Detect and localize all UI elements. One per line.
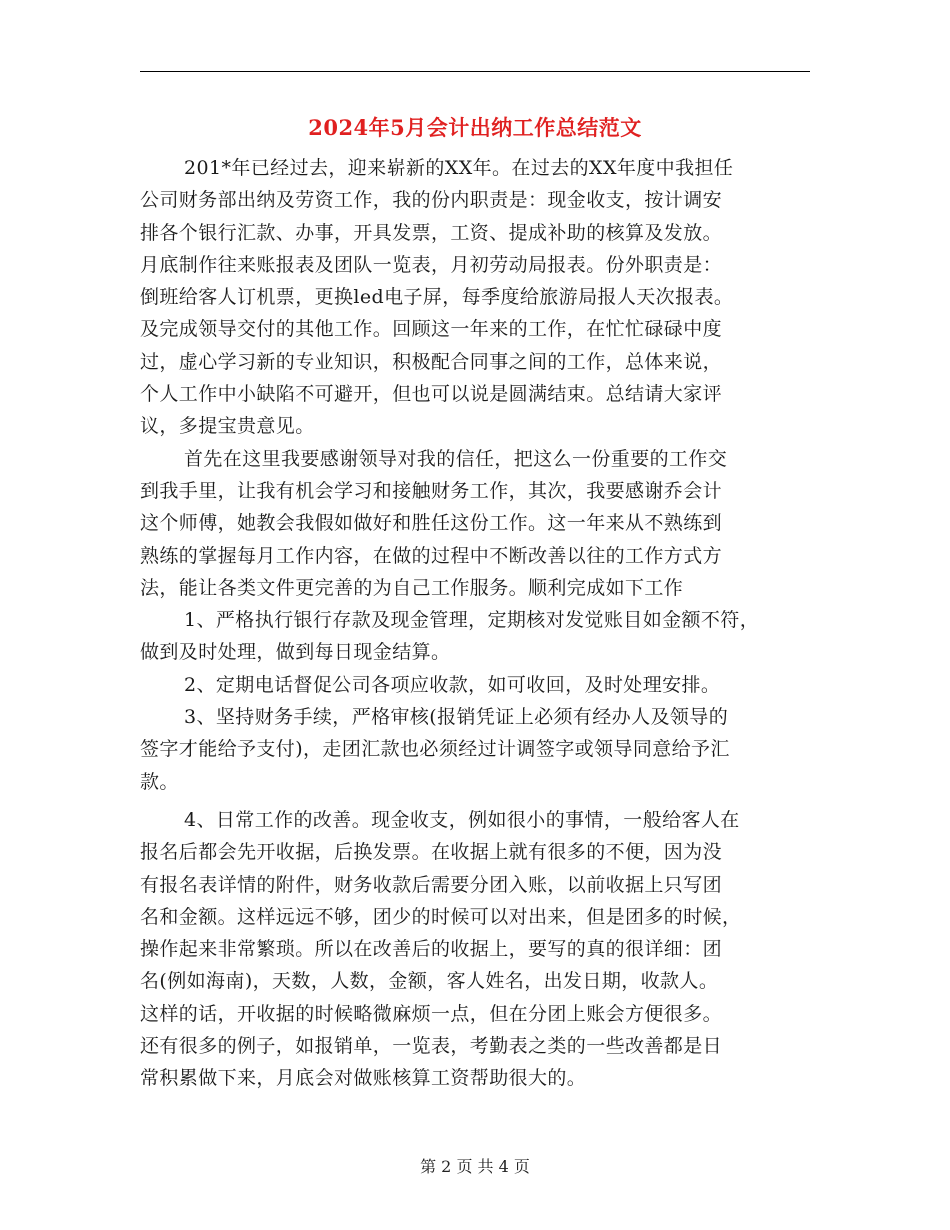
- text-line: 熟练的掌握每月工作内容，在做的过程中不断改善以往的工作方式方: [140, 544, 723, 567]
- text-line: 过，虚心学习新的专业知识，积极配合同事之间的工作，总体来说，: [140, 350, 723, 373]
- text-line: 报名后都会先开收据，后换发票。在收据上就有很多的不便，因为没: [140, 841, 723, 864]
- list-item: 2、定期电话督促公司各项应收款，如可收回，及时处理安排。: [184, 673, 721, 696]
- text-line: 常积累做下来，月底会对做账核算工资帮助很大的。: [140, 1067, 587, 1090]
- text-line: 还有很多的例子，如报销单，一览表，考勤表之类的一些改善都是日: [140, 1035, 723, 1058]
- list-item: 4、日常工作的改善。现金收支，例如很小的事情，一般给客人在: [184, 808, 740, 831]
- text-line: 签字才能给予支付)，走团汇款也必须经过计调签字或领导同意给予汇: [140, 738, 730, 761]
- text-line: 做到及时处理，做到每日现金结算。: [140, 641, 451, 664]
- text-line: 有报名表详情的附件，财务收款后需要分团入账，以前收据上只写团: [140, 873, 723, 896]
- document-title: 2024年5月会计出纳工作总结范文: [308, 115, 642, 140]
- text-line: 法，能让各类文件更完善的为自己工作服务。顺利完成如下工作: [140, 576, 684, 599]
- document-body: [140, 152, 820, 1095]
- text-line: 公司财务部出纳及劳资工作，我的份内职责是：现金收支，按计调安: [140, 189, 723, 212]
- text-line: 个人工作中小缺陷不可避开，但也可以说是圆满结束。总结请大家评: [140, 383, 723, 406]
- text-line: 名和金额。这样远远不够，团少的时候可以对出来，但是团多的时候，: [140, 905, 742, 928]
- text-line: 首先在这里我要感谢领导对我的信任，把这么一份重要的工作交: [184, 447, 728, 470]
- text-line: 到我手里，让我有机会学习和接触财务工作，其次，我要感谢乔会计: [140, 479, 723, 502]
- text-line: 月底制作往来账报表及团队一览表，月初劳动局报表。份外职责是：: [140, 253, 723, 276]
- text-line: 名(例如海南)，天数，人数，金额，客人姓名，出发日期，收款人。: [140, 970, 719, 993]
- text-line: 这个师傅，她教会我假如做好和胜任这份工作。这一年来从不熟练到: [140, 512, 723, 535]
- text-line: 排各个银行汇款、办事，开具发票，工资、提成补助的核算及发放。: [140, 221, 723, 244]
- page-number: 第 2 页 共 4 页: [420, 1157, 530, 1176]
- header-rule: [140, 71, 810, 72]
- text-line: 倒班给客人订机票，更换led电子屏，每季度给旅游局报人天次报表。: [140, 286, 734, 309]
- list-item: 3、坚持财务手续，严格审核(报销凭证上必须有经办人及领导的: [184, 706, 729, 729]
- text-line: 款。: [140, 770, 179, 793]
- text-line: 及完成领导交付的其他工作。回顾这一年来的工作，在忙忙碌碌中度: [140, 318, 723, 341]
- text-line: 议，多提宝贵意见。: [140, 415, 315, 438]
- text-line: 201*年已经过去，迎来崭新的XX年。在过去的XX年度中我担任: [184, 157, 734, 179]
- text-line: 这样的话，开收据的时候略微麻烦一点，但在分团上账会方便很多。: [140, 1002, 723, 1025]
- list-item: 1、严格执行银行存款及现金管理，定期核对发觉账目如金额不符，: [184, 609, 760, 632]
- text-line: 操作起来非常繁琐。所以在改善后的收据上，要写的真的很详细：团: [140, 938, 723, 961]
